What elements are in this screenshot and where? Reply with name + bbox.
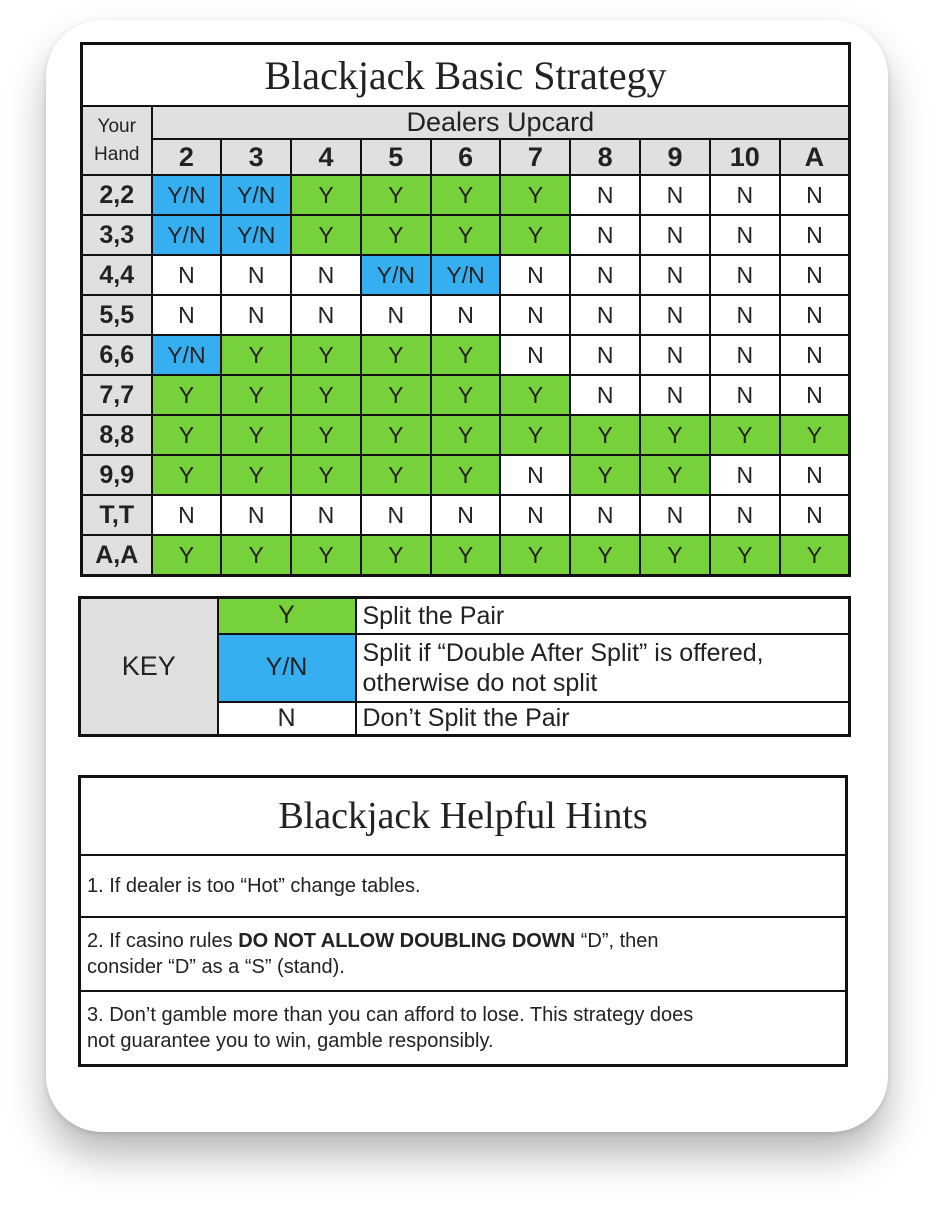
strategy-cell: N <box>780 495 850 535</box>
strategy-cell: N <box>500 495 570 535</box>
hand-label: 5,5 <box>82 295 152 335</box>
strategy-cell: Y <box>500 215 570 255</box>
strategy-cell: Y <box>152 415 222 455</box>
hand-label: A,A <box>82 535 152 576</box>
your-hand-label-line1: Your <box>97 115 136 137</box>
strategy-cell: N <box>291 255 361 295</box>
strategy-cell: N <box>640 495 710 535</box>
strategy-cell: Y/N <box>431 255 501 295</box>
strategy-cell: N <box>710 175 780 215</box>
strategy-cell: Y <box>291 335 361 375</box>
strategy-table <box>80 42 851 577</box>
strategy-cell: N <box>780 175 850 215</box>
strategy-cell: N <box>221 295 291 335</box>
strategy-cell: Y <box>221 375 291 415</box>
upcard-a: A <box>780 139 850 175</box>
strategy-cell: Y <box>291 535 361 576</box>
strategy-cell: Y <box>431 215 501 255</box>
upcard-7: 7 <box>500 139 570 175</box>
strategy-cell: Y <box>291 375 361 415</box>
upcard-3: 3 <box>221 139 291 175</box>
hint-2-bold: DO NOT ALLOW DOUBLING DOWN <box>238 930 576 952</box>
upcard-6: 6 <box>431 139 501 175</box>
table-row <box>82 415 850 455</box>
hand-label: 3,3 <box>82 215 152 255</box>
page-title: Blackjack Basic Strategy <box>82 44 850 107</box>
strategy-cell: Y <box>221 455 291 495</box>
strategy-cell: N <box>152 295 222 335</box>
table-row <box>82 215 850 255</box>
strategy-cell: Y <box>780 535 850 576</box>
strategy-cell: Y/N <box>152 215 222 255</box>
hint-1: 1. If dealer is too “Hot” change tables. <box>80 855 847 917</box>
strategy-cell: N <box>780 455 850 495</box>
strategy-cell: Y <box>500 175 570 215</box>
strategy-cell: Y <box>431 455 501 495</box>
strategy-cell: N <box>361 495 431 535</box>
hand-label: 4,4 <box>82 255 152 295</box>
key-desc-yn-line2: otherwise do not split <box>362 668 598 697</box>
strategy-cell: N <box>640 215 710 255</box>
hand-label: T,T <box>82 495 152 535</box>
hand-label: 8,8 <box>82 415 152 455</box>
upcard-8: 8 <box>570 139 640 175</box>
strategy-cell: N <box>640 175 710 215</box>
strategy-cell: N <box>710 255 780 295</box>
your-hand-header <box>82 106 152 175</box>
strategy-cell: N <box>570 335 640 375</box>
key-desc-n: Don’t Split the Pair <box>356 702 850 736</box>
strategy-cell: Y <box>361 415 431 455</box>
strategy-cell: N <box>570 495 640 535</box>
strategy-cell: Y <box>710 415 780 455</box>
strategy-cell: N <box>780 215 850 255</box>
hint-2-pre: 2. If casino rules <box>87 930 239 952</box>
strategy-cell: Y <box>361 215 431 255</box>
your-hand-label-line2: Hand <box>94 143 140 165</box>
strategy-cell: Y <box>361 335 431 375</box>
table-row <box>82 295 850 335</box>
strategy-cell: N <box>152 255 222 295</box>
strategy-cell: Y <box>152 375 222 415</box>
table-row <box>82 455 850 495</box>
strategy-cell: N <box>431 295 501 335</box>
key-desc-yn-line1: Split if “Double After Split” is offered, <box>362 638 764 667</box>
table-row <box>82 175 850 215</box>
strategy-cell: N <box>710 335 780 375</box>
strategy-cell: Y <box>431 335 501 375</box>
key-symbol-yn: Y/N <box>218 634 356 702</box>
strategy-cell: N <box>640 295 710 335</box>
strategy-cell: N <box>640 375 710 415</box>
strategy-cell: Y/N <box>152 175 222 215</box>
key-desc-y: Split the Pair <box>356 598 850 634</box>
strategy-cell: N <box>780 295 850 335</box>
hint-3-line2: not guarantee you to win, gamble responsibly. <box>87 1030 494 1052</box>
hand-label: 9,9 <box>82 455 152 495</box>
table-row <box>82 375 850 415</box>
table-row <box>82 255 850 295</box>
upcard-5: 5 <box>361 139 431 175</box>
table-row <box>82 495 850 535</box>
key-symbol-n: N <box>218 702 356 736</box>
strategy-cell: Y <box>640 455 710 495</box>
strategy-cell: N <box>640 255 710 295</box>
strategy-cell: Y <box>431 535 501 576</box>
strategy-cell: Y <box>291 415 361 455</box>
upcard-2: 2 <box>152 139 222 175</box>
strategy-cell: N <box>291 295 361 335</box>
strategy-cell: N <box>710 375 780 415</box>
strategy-cell: N <box>780 335 850 375</box>
strategy-cell: Y <box>361 535 431 576</box>
strategy-cell: N <box>361 295 431 335</box>
strategy-cell: Y <box>361 455 431 495</box>
hand-label: 7,7 <box>82 375 152 415</box>
strategy-cell: Y <box>500 535 570 576</box>
upcard-4: 4 <box>291 139 361 175</box>
hint-2-line2: consider “D” as a “S” (stand). <box>87 956 345 978</box>
strategy-cell: Y <box>570 415 640 455</box>
strategy-cell: Y <box>291 215 361 255</box>
strategy-cell: Y <box>431 175 501 215</box>
table-row <box>82 535 850 576</box>
strategy-cell: Y <box>361 375 431 415</box>
strategy-cell: N <box>291 495 361 535</box>
strategy-cell: N <box>710 215 780 255</box>
key-label: KEY <box>80 598 218 736</box>
strategy-cell: N <box>431 495 501 535</box>
dealer-upcard-header: Dealers Upcard <box>152 106 850 139</box>
strategy-cell: Y <box>500 415 570 455</box>
hints-table <box>78 775 848 1067</box>
key-symbol-y: Y <box>218 598 356 634</box>
strategy-cell: Y <box>780 415 850 455</box>
strategy-cell: Y <box>570 455 640 495</box>
upcard-9: 9 <box>640 139 710 175</box>
strategy-cell: N <box>710 455 780 495</box>
strategy-cell: N <box>710 295 780 335</box>
strategy-cell: Y/N <box>152 335 222 375</box>
strategy-cell: Y <box>291 175 361 215</box>
strategy-cell: N <box>780 255 850 295</box>
strategy-cell: Y <box>640 535 710 576</box>
upcard-row <box>82 139 850 175</box>
upcard-10: 10 <box>710 139 780 175</box>
strategy-cell: Y <box>152 455 222 495</box>
strategy-cell: N <box>221 495 291 535</box>
hint-2-line1 <box>87 928 839 954</box>
strategy-cell: Y/N <box>221 215 291 255</box>
strategy-cell: Y <box>640 415 710 455</box>
strategy-cell: Y <box>710 535 780 576</box>
strategy-cell: Y <box>361 175 431 215</box>
strategy-cell: N <box>640 335 710 375</box>
hint-3 <box>80 991 847 1066</box>
strategy-cell: Y <box>431 415 501 455</box>
strategy-cell: Y <box>221 415 291 455</box>
strategy-cell: Y <box>500 375 570 415</box>
strategy-cell: N <box>570 175 640 215</box>
strategy-cell: N <box>780 375 850 415</box>
strategy-cell: N <box>221 255 291 295</box>
hint-2 <box>80 917 847 991</box>
key-table <box>78 596 851 737</box>
hand-label: 6,6 <box>82 335 152 375</box>
strategy-cell: Y <box>221 335 291 375</box>
hints-title: Blackjack Helpful Hints <box>80 777 847 856</box>
key-desc-yn <box>356 634 850 702</box>
strategy-cell: N <box>500 255 570 295</box>
strategy-cell: Y <box>291 455 361 495</box>
strategy-cell: N <box>570 295 640 335</box>
hint-3-line1: 3. Don’t gamble more than you can afford to lose. This strategy does <box>87 1004 694 1026</box>
table-row <box>82 335 850 375</box>
strategy-cell: N <box>570 215 640 255</box>
strategy-cell: N <box>500 335 570 375</box>
strategy-cell: N <box>500 455 570 495</box>
hint-2-post: “D”, then <box>575 930 659 952</box>
strategy-cell: Y/N <box>221 175 291 215</box>
strategy-cell: N <box>152 495 222 535</box>
strategy-cell: N <box>570 375 640 415</box>
strategy-cell: Y <box>431 375 501 415</box>
strategy-cell: Y/N <box>361 255 431 295</box>
strategy-cell: N <box>500 295 570 335</box>
strategy-cell: N <box>710 495 780 535</box>
strategy-cell: Y <box>221 535 291 576</box>
strategy-cell: Y <box>152 535 222 576</box>
strategy-cell: Y <box>570 535 640 576</box>
hand-label: 2,2 <box>82 175 152 215</box>
strategy-cell: N <box>570 255 640 295</box>
